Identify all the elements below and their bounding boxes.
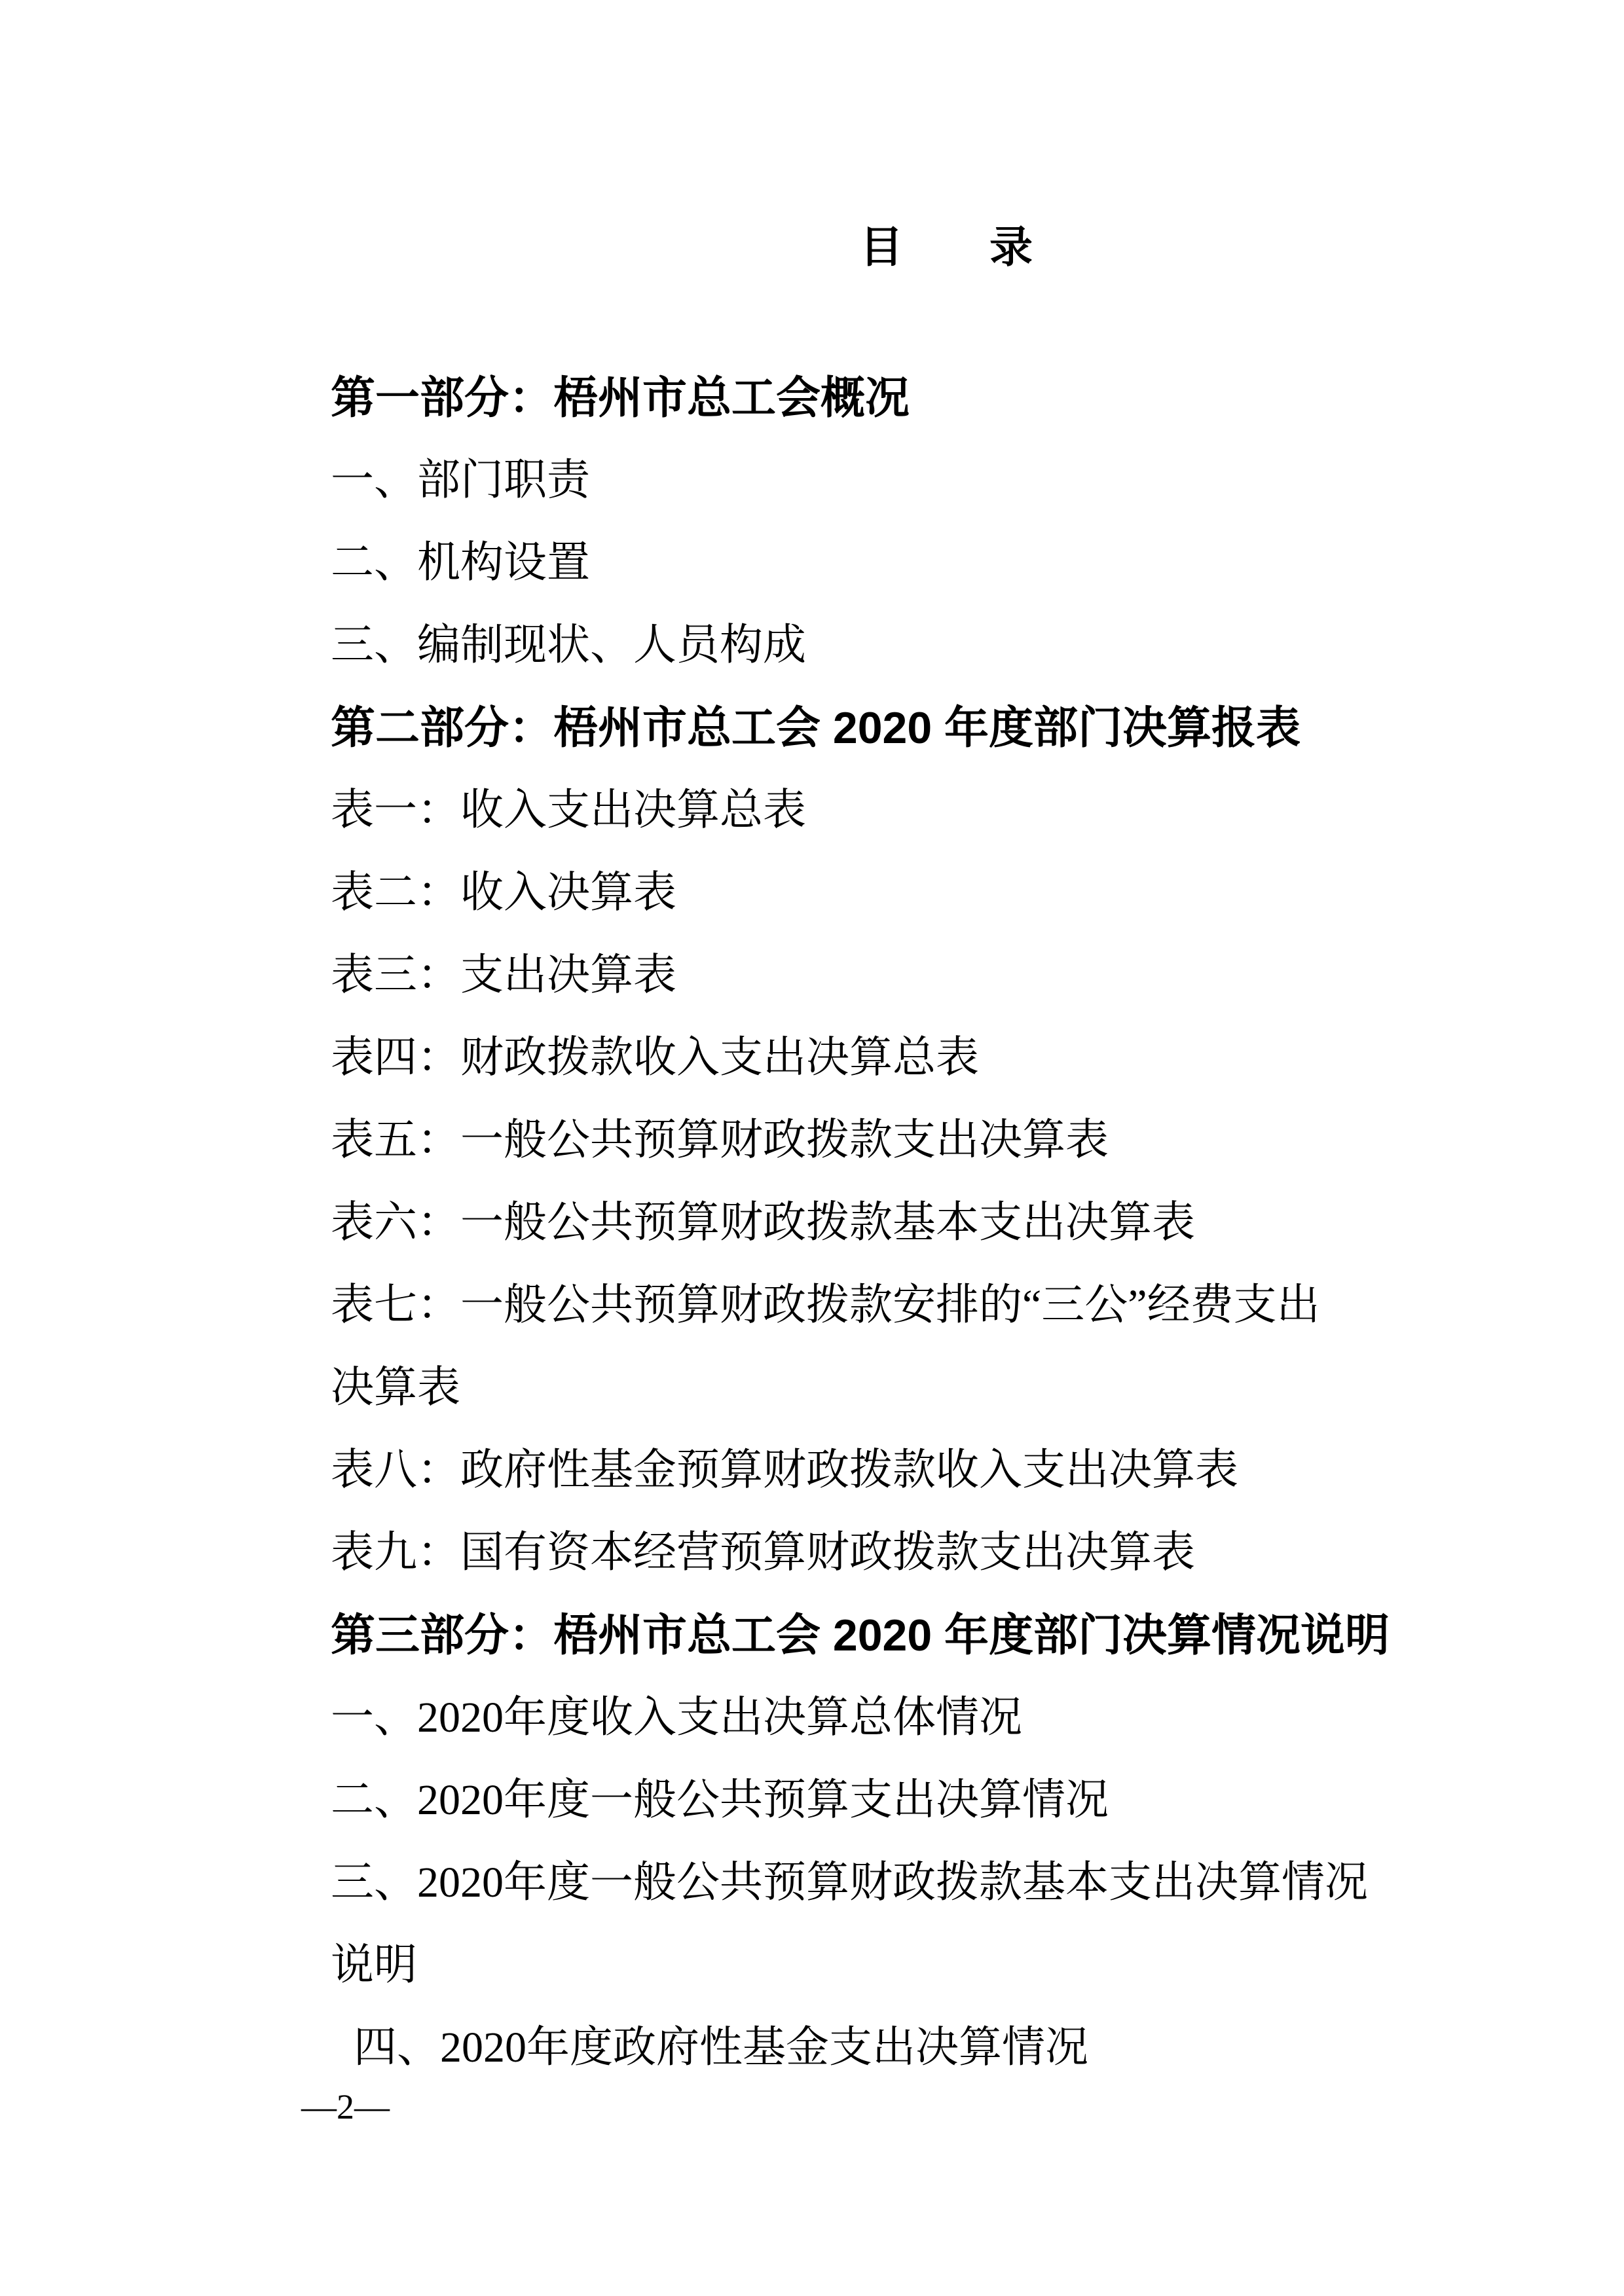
toc-item: 表六：一般公共预算财政拨款基本支出决算表 xyxy=(331,1199,1195,1247)
toc-item: 三、编制现状、人员构成 xyxy=(331,621,806,669)
toc-item: 表二：收入决算表 xyxy=(331,869,676,917)
toc-item: 说明 xyxy=(331,1941,417,1989)
page-title: 目 录 xyxy=(860,223,1033,271)
toc-item: 表四：财政拨款收入支出决算总表 xyxy=(331,1034,979,1082)
toc-item: 表八：政府性基金预算财政拨款收入支出决算表 xyxy=(331,1446,1238,1494)
page-number: —2— xyxy=(301,2087,390,2126)
toc-item: 表七：一般公共预算财政拨款安排的“三公”经费支出 xyxy=(331,1281,1320,1329)
toc-section-header: 第一部分：梧州市总工会概况 xyxy=(331,373,910,423)
toc-item: 一、2020年度收入支出决算总体情况 xyxy=(331,1694,1022,1741)
toc-section-header: 第三部分：梧州市总工会 2020 年度部门决算情况说明 xyxy=(331,1611,1390,1660)
toc-item: 四、2020年度政府性基金支出决算情况 xyxy=(354,2024,1088,2071)
toc-item: 二、机构设置 xyxy=(331,539,590,587)
toc-item: 表三：支出决算表 xyxy=(331,951,676,999)
toc-item: 表一：收入支出决算总表 xyxy=(331,786,806,834)
toc-section-header: 第二部分：梧州市总工会 2020 年度部门决算报表 xyxy=(331,703,1301,753)
toc-item: 三、2020年度一般公共预算财政拨款基本支出决算情况 xyxy=(331,1859,1368,1906)
toc-item: 表九：国有资本经营预算财政拨款支出决算表 xyxy=(331,1529,1195,1576)
toc-item: 决算表 xyxy=(331,1364,460,1412)
toc-item: 二、2020年度一般公共预算支出决算情况 xyxy=(331,1776,1109,1824)
toc-item: 表五：一般公共预算财政拨款支出决算表 xyxy=(331,1116,1109,1164)
toc-line-list xyxy=(331,357,1562,2089)
toc-item: 一、部门职责 xyxy=(331,456,590,504)
